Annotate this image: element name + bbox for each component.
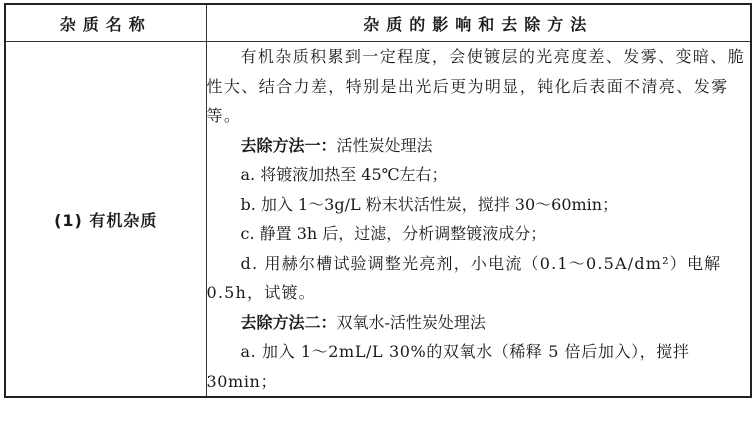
method-1-title: 去除方法一： [240,135,337,155]
method-2-heading [207,308,751,338]
method-1-step-c: c. 静置 3h 后，过滤，分析调整镀液成分； [240,224,547,243]
table-row [5,42,751,398]
table-header-row [5,4,751,42]
impurity-name-cell [5,42,206,398]
method-1-heading [207,131,751,161]
method-2-name: 双氧水-活性炭处理法 [336,312,486,332]
impurity-description-cell [206,42,751,398]
impurity-table [4,3,752,398]
method-2-step-a-wrapper [207,337,751,396]
method-1-step-a: a. 将镀液加热至 45℃左右； [240,165,448,184]
method-2-title: 去除方法二： [240,312,337,332]
impurity-name: (1) 有机杂质 [54,210,158,230]
method-1-step-d: d. 用赫尔槽试验调整光亮剂，小电流（0.1～0.5A/dm²）电解 0.5h，试镀。 [206,253,722,302]
header-impurity-name: 杂质名称 [5,4,206,42]
method-1-step-d-wrapper [207,249,751,308]
header-effect-and-removal: 杂质的影响和去除方法 [206,4,751,42]
intro-paragraph: 有机杂质积累到一定程度，会使镀层的光亮度差、发雾、变暗、脆性大、结合力差，特别是出光后更为明显，钝化后表面不清亮、发雾等。 [206,47,746,125]
method-1-step-b: b. 加入 1～3g/L 粉末状活性炭，搅拌 30～60min； [240,194,619,214]
method-1-name: 活性炭处理法 [336,135,433,155]
method-2-step-a: a. 加入 1～2mL/L 30%的双氧水（稀释 5 倍后加入），搅拌 30min； [206,342,690,391]
